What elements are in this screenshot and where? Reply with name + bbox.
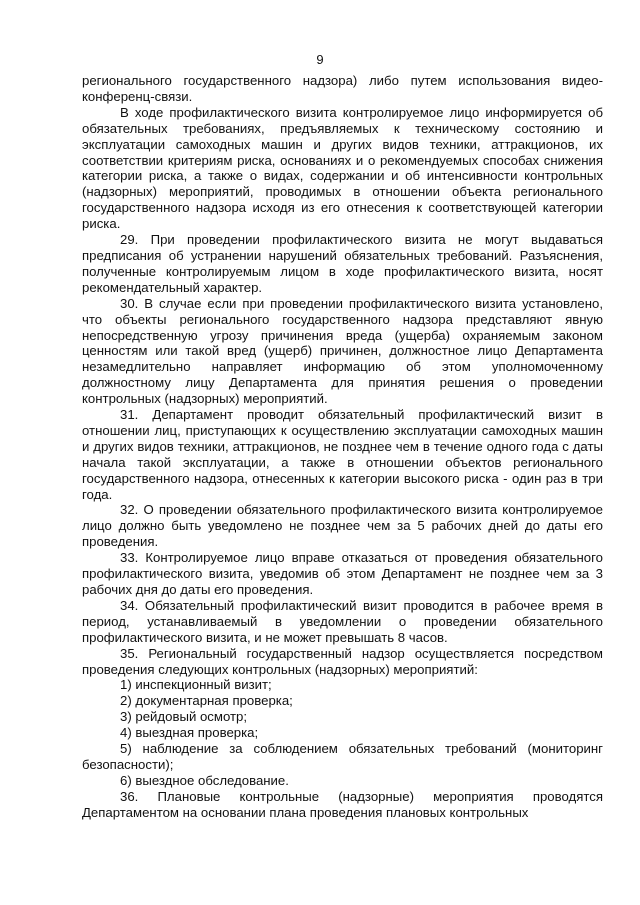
paragraph-29: 29. При проведении профилактического визита не могут выдаваться предписания об устранении нарушений обязательных требований. Разъяснения, полученные контролируемым лицом в ходе профилактического визита, носят рекомендательный характер. xyxy=(82,232,603,295)
document-body xyxy=(82,73,603,821)
paragraph-31: 31. Департамент проводит обязательный профилактический визит в отношении лиц, приступающих к осуществлению эксплуатации самоходных машин и других видов техники, аттракционов, не позднее чем в течение одного года с даты начала такой эксплуатации, а также в отношении объектов регионального государственного надзора, отнесенных к категории высокого риска - один раз в три года. xyxy=(82,407,603,502)
paragraph-28-continued: В ходе профилактического визита контролируемое лицо информируется об обязательных требованиях, предъявляемых к техническому состоянию и эксплуатации самоходных машин и других видов техники, аттракционов, их соответствии критериям риска, основаниях и о рекомендуемых способах снижения категории риска, а также о видах, содержании и об интенсивности контрольных (надзорных) мероприятий, проводимых в отношении объекта регионального государственного надзора исходя из его отнесения к соответствующей категории риска. xyxy=(82,104,603,232)
list-item: 2) документарная проверка; xyxy=(120,693,293,709)
list-item: 1) инспекционный визит; xyxy=(120,677,272,693)
list-item: 3) рейдовый осмотр; xyxy=(120,709,248,725)
paragraph-30: 30. В случае если при проведении профилактического визита установлено, что объекты регионального государственного надзора представляют явную непосредственную угрозу причинения вреда (ущерба) охраняемым законом ценностям или такой вред (ущерб) причинен, должностное лицо Департамента незамедлительно направляет информацию об этом уполномоченному должностному лицу Департамента для принятия решения о проведении контрольных (надзорных) мероприятий. xyxy=(82,295,603,407)
list-item: 6) выездное обследование. xyxy=(120,772,289,788)
list-item: 5) наблюдение за соблюдением обязательных требований (мониторинг безопасности); xyxy=(82,741,603,772)
list-item: 4) выездная проверка; xyxy=(120,725,259,741)
paragraph-33: 33. Контролируемое лицо вправе отказаться от проведения обязательного профилактического визита, уведомив об этом Департамент не позднее чем за 3 рабочих дня до даты его проведения. xyxy=(82,550,603,597)
paragraph-34: 34. Обязательный профилактический визит проводится в рабочее время в период, устанавливаемый в уведомлении о проведении обязательного профилактического визита, и не может превышать 8 часов. xyxy=(82,597,603,645)
paragraph-35: 35. Региональный государственный надзор осуществляется посредством проведения следующих контрольных (надзорных) мероприятий: xyxy=(82,645,603,677)
paragraph-32: 32. О проведении обязательного профилактического визита контролируемое лицо должно быть уведомлено не позднее чем за 5 рабочих дней до даты его проведения. xyxy=(82,502,603,550)
paragraph-continuation: регионального государственного надзора) либо путем использования видео-конференц-связи. xyxy=(82,73,603,104)
page-number: 9 xyxy=(316,52,324,67)
paragraph-36: 36. Плановые контрольные (надзорные) мероприятия проводятся Департаментом на основании плана проведения плановых контрольных xyxy=(82,788,603,820)
